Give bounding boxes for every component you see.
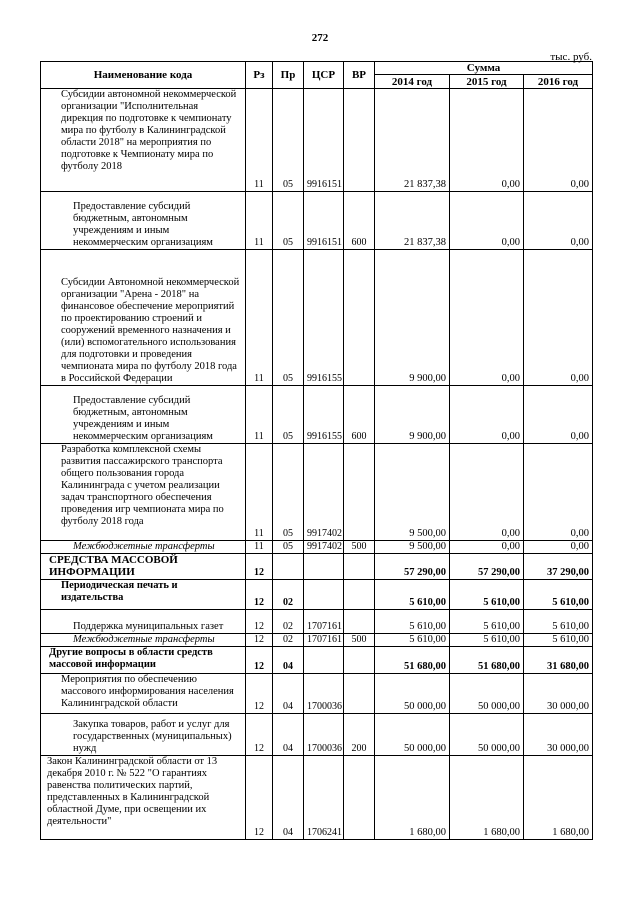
row-pr: 05 — [273, 89, 304, 192]
table-row — [41, 647, 593, 674]
row-amount-2014: 21 837,38 — [375, 192, 450, 250]
row-amount-2014: 5 610,00 — [375, 610, 450, 634]
row-amount-2016: 5 610,00 — [524, 610, 593, 634]
header-pr: Пр — [273, 62, 304, 89]
row-pr: 02 — [273, 634, 304, 647]
row-pr: 04 — [273, 756, 304, 840]
row-amount-2016: 0,00 — [524, 444, 593, 541]
row-vr: 200 — [344, 714, 375, 756]
row-name: СРЕДСТВА МАССОВОЙ ИНФОРМАЦИИ — [41, 554, 246, 580]
row-csr: 9916155 — [304, 386, 344, 444]
row-rz: 12 — [246, 647, 273, 674]
row-vr — [344, 554, 375, 580]
row-amount-2016: 0,00 — [524, 541, 593, 554]
header-year-2014: 2014 год — [375, 75, 450, 89]
row-csr — [304, 647, 344, 674]
row-amount-2015: 0,00 — [450, 89, 524, 192]
page-number: 272 — [311, 32, 329, 44]
table-row — [41, 554, 593, 580]
row-name: Закон Калининградской области от 13 декабря 2010 г. № 522 "О гарантиях равенства политических партий, представленных в Калининградской областной Думе, при освещении их деятельности" — [41, 756, 246, 840]
table-row — [41, 192, 593, 250]
row-name: Межбюджетные трансферты — [41, 541, 246, 554]
row-amount-2015: 5 610,00 — [450, 634, 524, 647]
row-rz: 11 — [246, 89, 273, 192]
row-vr: 500 — [344, 634, 375, 647]
row-rz: 12 — [246, 756, 273, 840]
row-amount-2016: 5 610,00 — [524, 634, 593, 647]
header-year-2016: 2016 год — [524, 75, 593, 89]
row-amount-2016: 37 290,00 — [524, 554, 593, 580]
row-vr — [344, 444, 375, 541]
row-amount-2014: 9 500,00 — [375, 444, 450, 541]
row-vr — [344, 610, 375, 634]
row-pr: 05 — [273, 250, 304, 386]
row-vr — [344, 580, 375, 610]
row-csr: 9916151 — [304, 89, 344, 192]
row-rz: 12 — [246, 714, 273, 756]
header-rz: Рз — [246, 62, 273, 89]
row-name: Другие вопросы в области средств массовой информации — [41, 647, 246, 674]
budget-table — [40, 61, 593, 840]
row-vr — [344, 674, 375, 714]
row-pr: 05 — [273, 541, 304, 554]
row-csr — [304, 580, 344, 610]
row-csr — [304, 554, 344, 580]
row-csr: 9916155 — [304, 250, 344, 386]
row-amount-2015: 5 610,00 — [450, 610, 524, 634]
row-amount-2015: 0,00 — [450, 444, 524, 541]
row-pr: 04 — [273, 714, 304, 756]
row-pr: 05 — [273, 444, 304, 541]
row-vr — [344, 647, 375, 674]
row-pr: 02 — [273, 610, 304, 634]
row-amount-2014: 9 500,00 — [375, 541, 450, 554]
row-name: Мероприятия по обеспечению массового информирования населения Калининградской области — [41, 674, 246, 714]
row-amount-2014: 50 000,00 — [375, 674, 450, 714]
row-name: Предоставление субсидий бюджетным, автономным учреждениям и иным некоммерческим организациям — [41, 386, 246, 444]
row-rz: 12 — [246, 610, 273, 634]
row-rz: 11 — [246, 444, 273, 541]
table-row — [41, 444, 593, 541]
row-name: Разработка комплексной схемы развития пассажирского транспорта общего пользования города Калининграда с учетом реализации задач транспортного обеспечения проведения игр чемпионата мира по футболу 2018 года — [41, 444, 246, 541]
row-amount-2014: 9 900,00 — [375, 386, 450, 444]
table-row — [41, 580, 593, 610]
header-sum: Сумма — [375, 62, 593, 75]
row-amount-2014: 51 680,00 — [375, 647, 450, 674]
row-amount-2016: 30 000,00 — [524, 714, 593, 756]
row-amount-2015: 50 000,00 — [450, 674, 524, 714]
row-vr — [344, 756, 375, 840]
units-label: тыс. руб. — [550, 51, 592, 63]
table-row — [41, 610, 593, 634]
row-amount-2014: 5 610,00 — [375, 634, 450, 647]
row-name: Субсидии автономной некоммерческой организации "Исполнительная дирекция по подготовке к чемпионату мира по футболу в Калининградской области 2018" на мероприятия по подготовке к Чемпионату мира по футболу 2018 — [41, 89, 246, 192]
row-vr — [344, 89, 375, 192]
row-amount-2014: 50 000,00 — [375, 714, 450, 756]
table-row — [41, 714, 593, 756]
row-amount-2015: 50 000,00 — [450, 714, 524, 756]
row-amount-2016: 0,00 — [524, 250, 593, 386]
row-amount-2015: 5 610,00 — [450, 580, 524, 610]
row-pr: 02 — [273, 580, 304, 610]
row-rz: 12 — [246, 674, 273, 714]
table-row — [41, 634, 593, 647]
row-csr: 9916151 — [304, 192, 344, 250]
row-pr: 05 — [273, 192, 304, 250]
table-row — [41, 89, 593, 192]
row-csr: 1700036 — [304, 674, 344, 714]
row-csr: 1700036 — [304, 714, 344, 756]
table-row — [41, 541, 593, 554]
row-amount-2016: 30 000,00 — [524, 674, 593, 714]
row-csr: 9917402 — [304, 444, 344, 541]
row-csr: 1707161 — [304, 634, 344, 647]
row-pr — [273, 554, 304, 580]
header-vr: ВР — [344, 62, 375, 89]
row-rz: 12 — [246, 634, 273, 647]
row-name: Субсидии Автономной некоммерческой организации "Арена - 2018" на финансовое обеспечение мероприятий по проектированию строений и сооружений временного назначения и (или) вспомогательного использования для подготовки и проведения чемпионата мира по футболу 2018 года в Российской Федерации — [41, 250, 246, 386]
row-name: Поддержка муниципальных газет — [41, 610, 246, 634]
row-amount-2016: 31 680,00 — [524, 647, 593, 674]
row-rz: 11 — [246, 541, 273, 554]
row-amount-2015: 0,00 — [450, 250, 524, 386]
row-rz: 11 — [246, 250, 273, 386]
row-amount-2015: 0,00 — [450, 386, 524, 444]
row-amount-2015: 1 680,00 — [450, 756, 524, 840]
row-vr: 600 — [344, 192, 375, 250]
row-amount-2014: 9 900,00 — [375, 250, 450, 386]
row-amount-2015: 57 290,00 — [450, 554, 524, 580]
row-amount-2016: 1 680,00 — [524, 756, 593, 840]
row-amount-2014: 21 837,38 — [375, 89, 450, 192]
row-name: Закупка товаров, работ и услуг для государственных (муниципальных) нужд — [41, 714, 246, 756]
row-vr — [344, 250, 375, 386]
row-amount-2015: 0,00 — [450, 192, 524, 250]
row-amount-2014: 1 680,00 — [375, 756, 450, 840]
row-name: Межбюджетные трансферты — [41, 634, 246, 647]
row-amount-2016: 0,00 — [524, 89, 593, 192]
row-amount-2015: 51 680,00 — [450, 647, 524, 674]
row-csr: 1706241 — [304, 756, 344, 840]
row-pr: 04 — [273, 674, 304, 714]
row-rz: 12 — [246, 554, 273, 580]
table-row — [41, 674, 593, 714]
row-amount-2014: 5 610,00 — [375, 580, 450, 610]
row-amount-2016: 0,00 — [524, 192, 593, 250]
row-pr: 04 — [273, 647, 304, 674]
row-rz: 11 — [246, 192, 273, 250]
header-csr: ЦСР — [304, 62, 344, 89]
row-pr: 05 — [273, 386, 304, 444]
row-amount-2015: 0,00 — [450, 541, 524, 554]
row-csr: 9917402 — [304, 541, 344, 554]
row-csr: 1707161 — [304, 610, 344, 634]
table-row — [41, 756, 593, 840]
row-amount-2016: 0,00 — [524, 386, 593, 444]
row-vr: 500 — [344, 541, 375, 554]
row-amount-2014: 57 290,00 — [375, 554, 450, 580]
row-amount-2016: 5 610,00 — [524, 580, 593, 610]
header-name: Наименование кода — [41, 62, 246, 89]
row-rz: 12 — [246, 580, 273, 610]
table-row — [41, 250, 593, 386]
row-rz: 11 — [246, 386, 273, 444]
header-year-2015: 2015 год — [450, 75, 524, 89]
table-row — [41, 386, 593, 444]
row-vr: 600 — [344, 386, 375, 444]
row-name: Предоставление субсидий бюджетным, автономным учреждениям и иным некоммерческим организациям — [41, 192, 246, 250]
row-name: Периодическая печать и издательства — [41, 580, 246, 610]
